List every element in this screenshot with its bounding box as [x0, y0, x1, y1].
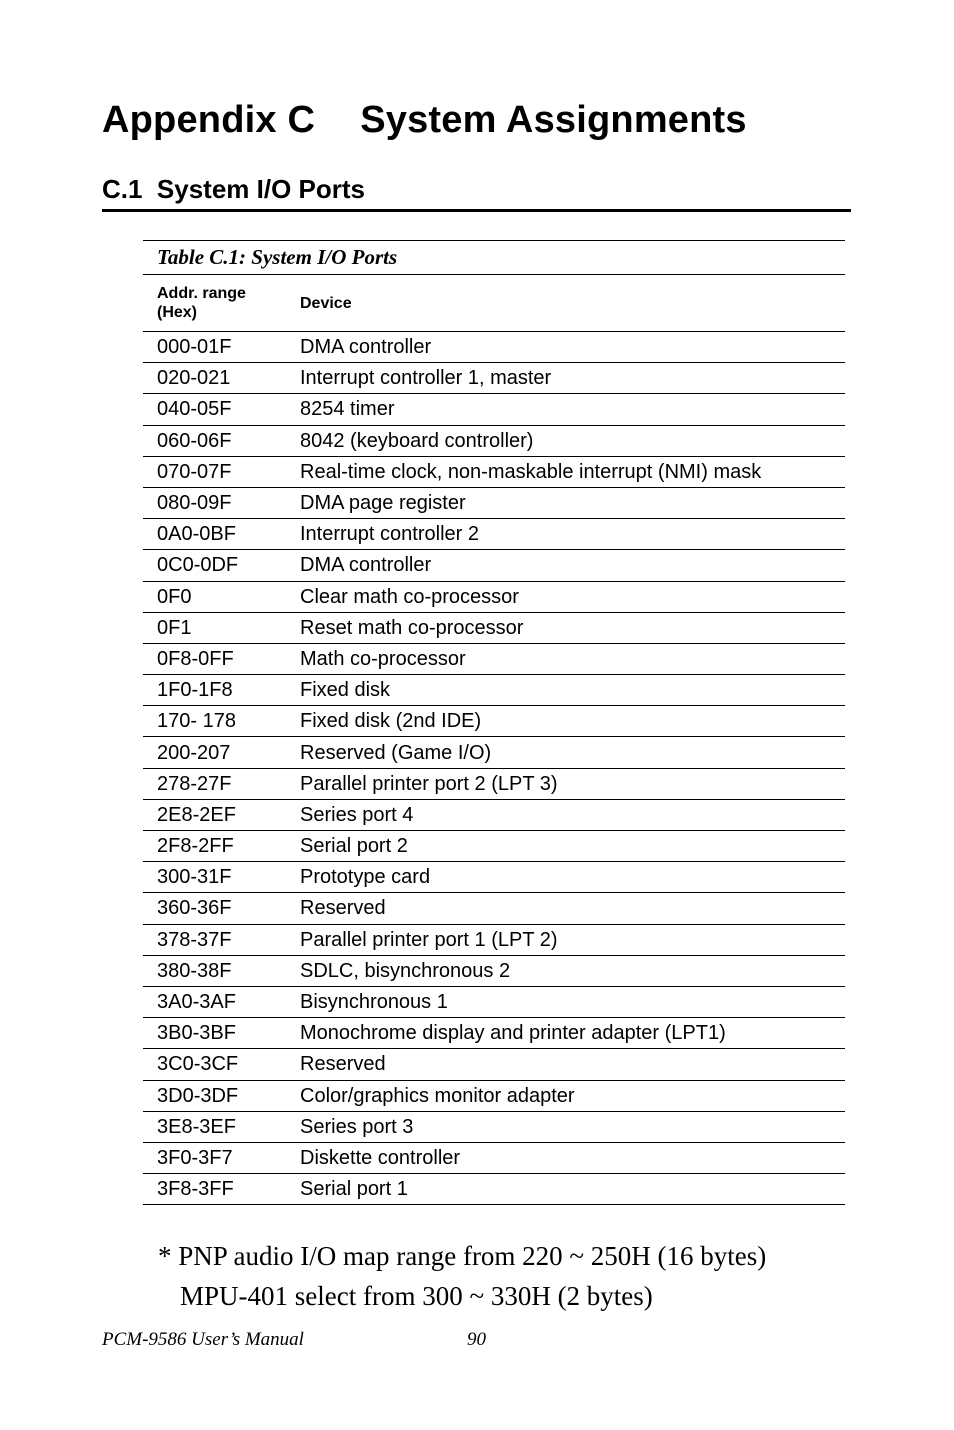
device-cell: DMA controller: [286, 332, 845, 363]
addr-range-cell: 3A0-3AF: [143, 986, 286, 1017]
table-row: [143, 550, 845, 581]
table-row: [143, 581, 845, 612]
table-row: [143, 831, 845, 862]
device-cell: Reset math co-processor: [286, 612, 845, 643]
table-row: [143, 1080, 845, 1111]
device-cell: Serial port 2: [286, 831, 845, 862]
table-row: [143, 519, 845, 550]
addr-range-cell: 3F8-3FF: [143, 1174, 286, 1205]
device-cell: Math co-processor: [286, 643, 845, 674]
table-row: [143, 643, 845, 674]
device-cell: Monochrome display and printer adapter (LPT1): [286, 1018, 845, 1049]
table-row: [143, 986, 845, 1017]
device-cell: Serial port 1: [286, 1174, 845, 1205]
column-header-addr-line1: Addr. range: [157, 285, 246, 302]
footnote-line2: MPU-401 select from 300 ~ 330H (2 bytes): [180, 1281, 653, 1311]
device-cell: Parallel printer port 2 (LPT 3): [286, 768, 845, 799]
addr-range-cell: 000-01F: [143, 332, 286, 363]
column-header-addr-line2: (Hex): [157, 304, 198, 321]
io-ports-table: [143, 240, 845, 1205]
device-cell: SDLC, bisynchronous 2: [286, 955, 845, 986]
table-row: [143, 1111, 845, 1142]
device-cell: 8254 timer: [286, 394, 845, 425]
table-caption: Table C.1: System I/O Ports: [143, 241, 845, 275]
device-cell: Series port 4: [286, 799, 845, 830]
addr-range-cell: 0F8-0FF: [143, 643, 286, 674]
addr-range-cell: 300-31F: [143, 862, 286, 893]
table-body: [143, 332, 845, 1205]
device-cell: Reserved: [286, 1049, 845, 1080]
section-rule: [102, 209, 851, 212]
device-cell: Color/graphics monitor adapter: [286, 1080, 845, 1111]
footnote-line1: * PNP audio I/O map range from 220 ~ 250H (16 bytes): [158, 1241, 767, 1271]
table-row: [143, 924, 845, 955]
table-row: [143, 799, 845, 830]
device-cell: Bisynchronous 1: [286, 986, 845, 1017]
table-row: [143, 332, 845, 363]
table-row: [143, 1174, 845, 1205]
device-cell: Clear math co-processor: [286, 581, 845, 612]
device-cell: DMA page register: [286, 487, 845, 518]
addr-range-cell: 3F0-3F7: [143, 1142, 286, 1173]
addr-range-cell: 378-37F: [143, 924, 286, 955]
footnote: [158, 1236, 766, 1316]
column-header-addr: [143, 275, 286, 332]
table-row: [143, 706, 845, 737]
addr-range-cell: 1F0-1F8: [143, 675, 286, 706]
footer-page-number: 90: [467, 1329, 486, 1350]
table-row: [143, 612, 845, 643]
addr-range-cell: 200-207: [143, 737, 286, 768]
device-cell: Reserved (Game I/O): [286, 737, 845, 768]
addr-range-cell: 0C0-0DF: [143, 550, 286, 581]
addr-range-cell: 0A0-0BF: [143, 519, 286, 550]
addr-range-cell: 040-05F: [143, 394, 286, 425]
device-cell: Parallel printer port 1 (LPT 2): [286, 924, 845, 955]
table-row: [143, 768, 845, 799]
table-row: [143, 1018, 845, 1049]
device-cell: Real-time clock, non-maskable interrupt (NMI) mask: [286, 456, 845, 487]
device-cell: 8042 (keyboard controller): [286, 425, 845, 456]
table-caption-row: [143, 241, 845, 275]
addr-range-cell: 070-07F: [143, 456, 286, 487]
device-cell: Interrupt controller 2: [286, 519, 845, 550]
addr-range-cell: 020-021: [143, 363, 286, 394]
table-row: [143, 893, 845, 924]
table-row: [143, 425, 845, 456]
device-cell: Fixed disk (2nd IDE): [286, 706, 845, 737]
addr-range-cell: 3B0-3BF: [143, 1018, 286, 1049]
addr-range-cell: 060-06F: [143, 425, 286, 456]
table-row: [143, 675, 845, 706]
addr-range-cell: 360-36F: [143, 893, 286, 924]
appendix-title: Appendix C System Assignments: [102, 99, 747, 141]
table-row: [143, 1049, 845, 1080]
addr-range-cell: 3D0-3DF: [143, 1080, 286, 1111]
table-row: [143, 737, 845, 768]
device-cell: Fixed disk: [286, 675, 845, 706]
addr-range-cell: 170- 178: [143, 706, 286, 737]
addr-range-cell: 2F8-2FF: [143, 831, 286, 862]
addr-range-cell: 0F1: [143, 612, 286, 643]
footer-manual-title: PCM-9586 User’s Manual: [102, 1329, 304, 1350]
table-row: [143, 394, 845, 425]
table-row: [143, 862, 845, 893]
table-row: [143, 1142, 845, 1173]
section-heading: C.1 System I/O Ports: [102, 174, 365, 204]
device-cell: DMA controller: [286, 550, 845, 581]
addr-range-cell: 3E8-3EF: [143, 1111, 286, 1142]
device-cell: Series port 3: [286, 1111, 845, 1142]
addr-range-cell: 3C0-3CF: [143, 1049, 286, 1080]
addr-range-cell: 2E8-2EF: [143, 799, 286, 830]
device-cell: Diskette controller: [286, 1142, 845, 1173]
device-cell: Reserved: [286, 893, 845, 924]
table-row: [143, 456, 845, 487]
table-row: [143, 487, 845, 518]
column-header-device: Device: [286, 275, 845, 332]
addr-range-cell: 0F0: [143, 581, 286, 612]
addr-range-cell: 080-09F: [143, 487, 286, 518]
addr-range-cell: 380-38F: [143, 955, 286, 986]
table-row: [143, 363, 845, 394]
table-header-row: [143, 275, 845, 332]
device-cell: Prototype card: [286, 862, 845, 893]
addr-range-cell: 278-27F: [143, 768, 286, 799]
device-cell: Interrupt controller 1, master: [286, 363, 845, 394]
table-row: [143, 955, 845, 986]
